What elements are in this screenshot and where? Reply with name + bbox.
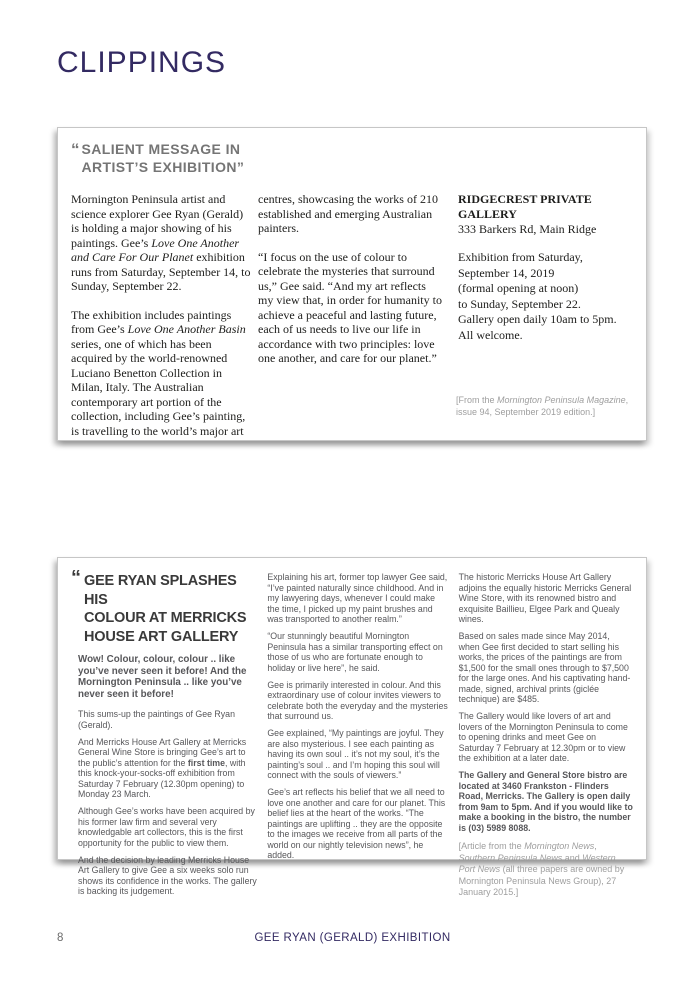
paragraph: [From the Mornington Peninsula Magazine, issue 94, September 2019 edition.] [456,395,629,417]
article2-columns [71,567,633,905]
clipping-article-2 [57,557,647,897]
footer-title: GEE RYAN (GERALD) EXHIBITION [254,932,451,944]
paragraph: [Article from the Mornington News, Southern Peninsula News and Western Port News (all three papers are owned by Mornington Peninsula News Group), 27 January 2015.] [458,841,625,897]
article2-headline: GEE RYAN SPLASHES HIS COLOUR AT MERRICKS HOUSE ART GALLERY [84,573,247,645]
paragraph: Gee is primarily interested in colour. And this extraordinary use of colour invites viewers to celebrate both the everyday and the mysteries that surround us. [267,679,448,721]
paragraph: The Gallery would like lovers of art and lovers of the Mornington Peninsula to come to opening drinks and meet Gee on Saturday 7 February at 12.30pm or to view the exhibition at a later date. [458,711,628,763]
opening-quote-mark: “ [71,140,80,159]
paragraph: “Our stunningly beautiful Mornington Peninsula has a similar transporting effect on those of us who are fortunate enough to holiday or live here”, he said. [267,631,443,673]
article2-subhead: Wow! Colour, colour, colour .. like you’ve never seen it before! And the Mornington Peninsula .. like you’ve never seen it before! [78,654,247,700]
gallery-name: RIDGECREST PRIVATE GALLERY [458,192,592,221]
article1-column-1 [71,192,252,452]
article2-column-1 [71,567,257,905]
article2-column-2 [267,572,448,905]
paragraph: Based on sales made since May 2014, when Gee first decided to start selling his works, the prices of the paintings are from $1,500 for the small ones through to $7,500 for the large ones. And his captivating hand-made, signed, archival prints (giclée technique) are $485. [458,631,631,704]
clipping-article-1 [57,127,647,441]
article1-headline: SALIENT MESSAGE IN ARTIST’S EXHIBITION” [81,141,245,175]
paragraph: Gee explained, “My paintings are joyful. They are also mysterious. I see each painting as having its own soul .. it’s not my soul, it’s the painting’s soul .. and I’m hoping this soul will connect with the souls of viewers.” [267,728,444,780]
paragraph: And Merricks House Art Gallery at Merricks General Wine Store is bringing Gee’s art to the public’s attention for the first time, with this knock-your-socks-off exhibition from Saturday 7 February (12.30pm opening) to Monday 23 March. [78,736,247,799]
paragraph: This sums-up the paintings of Gee Ryan (Gerald). [78,709,235,730]
paragraph: Although Gee’s works have been acquired by his former law firm and several very knowledgable art collectors, this is the first opportunity for the public to view them. [78,806,255,848]
gallery-exhibition-details: Exhibition from Saturday, September 14, 2019 (formal opening at noon) to Sunday, September 22. Gallery open daily 10am to 5pm. All welcome. [458,250,617,342]
article2-header [71,567,257,646]
paragraph: The exhibition includes paintings from Gee’s Love One Another Basin series, one of which has been acquired by the world-renowned Luciano Benetton Collection in Milan, Italy. The Australian contemporary art portion of the collection, including Gee’s painting, is travelling to the world’s major art [71,307,246,438]
paragraph: Explaining his art, former top lawyer Gee said, “I’ve painted naturally since childhood. And in my lawyering days, whenever I could make the time, I picked up my paint brushes and was transported to another realm.” [267,572,448,624]
paragraph: The Gallery and General Store bistro are located at 3460 Frankston - Flinders Road, Merricks. The Gallery is open daily from 9am to 5pm. And if you would like to make a booking in the bistro, the number is (03) 5989 8088. [458,770,633,833]
opening-quote-mark: “ [71,567,81,589]
paragraph: Gee’s art reflects his belief that we all need to love one another and care for our planet. This belief lies at the heart of the works. “The paintings are uplifting .. they are the opposite to the images we receive from all parts of the world on our nightly television news”, he added. [267,787,446,860]
article1-column-2 [258,192,444,452]
paragraph: “I focus on the use of colour to celebrate the mysteries that surround us,” Gee said. “And my art reflects my view that, in order for humanity to achieve a peaceful and lasting future, each of us needs to live our life in accordance with two principles: love one another, and care for our planet.” [258,249,442,365]
paragraph: Mornington Peninsula artist and science explorer Gee Ryan (Gerald) is holding a major showing of his paintings. Gee’s Love One Another and Care For Our Planet exhibition runs from Saturday, September 14, to Sunday, September 22. [71,192,251,293]
paragraph: And the decision by leading Merricks House Art Gallery to give Gee a six weeks solo run shows its confidence in the works. The gallery is backing its judgement. [78,854,257,896]
page-number: 8 [57,932,64,944]
gallery-address: 333 Barkers Rd, Main Ridge [458,222,597,236]
article1-source-citation [456,395,638,418]
article2-column-1-body [78,709,257,897]
paragraph: The historic Merricks House Art Gallery adjoins the equally historic Merricks General Wine Store, with its renowned bistro and exquisite Baillieu, Elgee Park and Quealy wines. [458,572,632,624]
article2-column-3 [459,572,633,905]
paragraph: centres, showcasing the works of 210 established and emerging Australian painters. [258,192,438,235]
article1-header [71,141,633,176]
page-title: CLIPPINGS [57,46,227,79]
